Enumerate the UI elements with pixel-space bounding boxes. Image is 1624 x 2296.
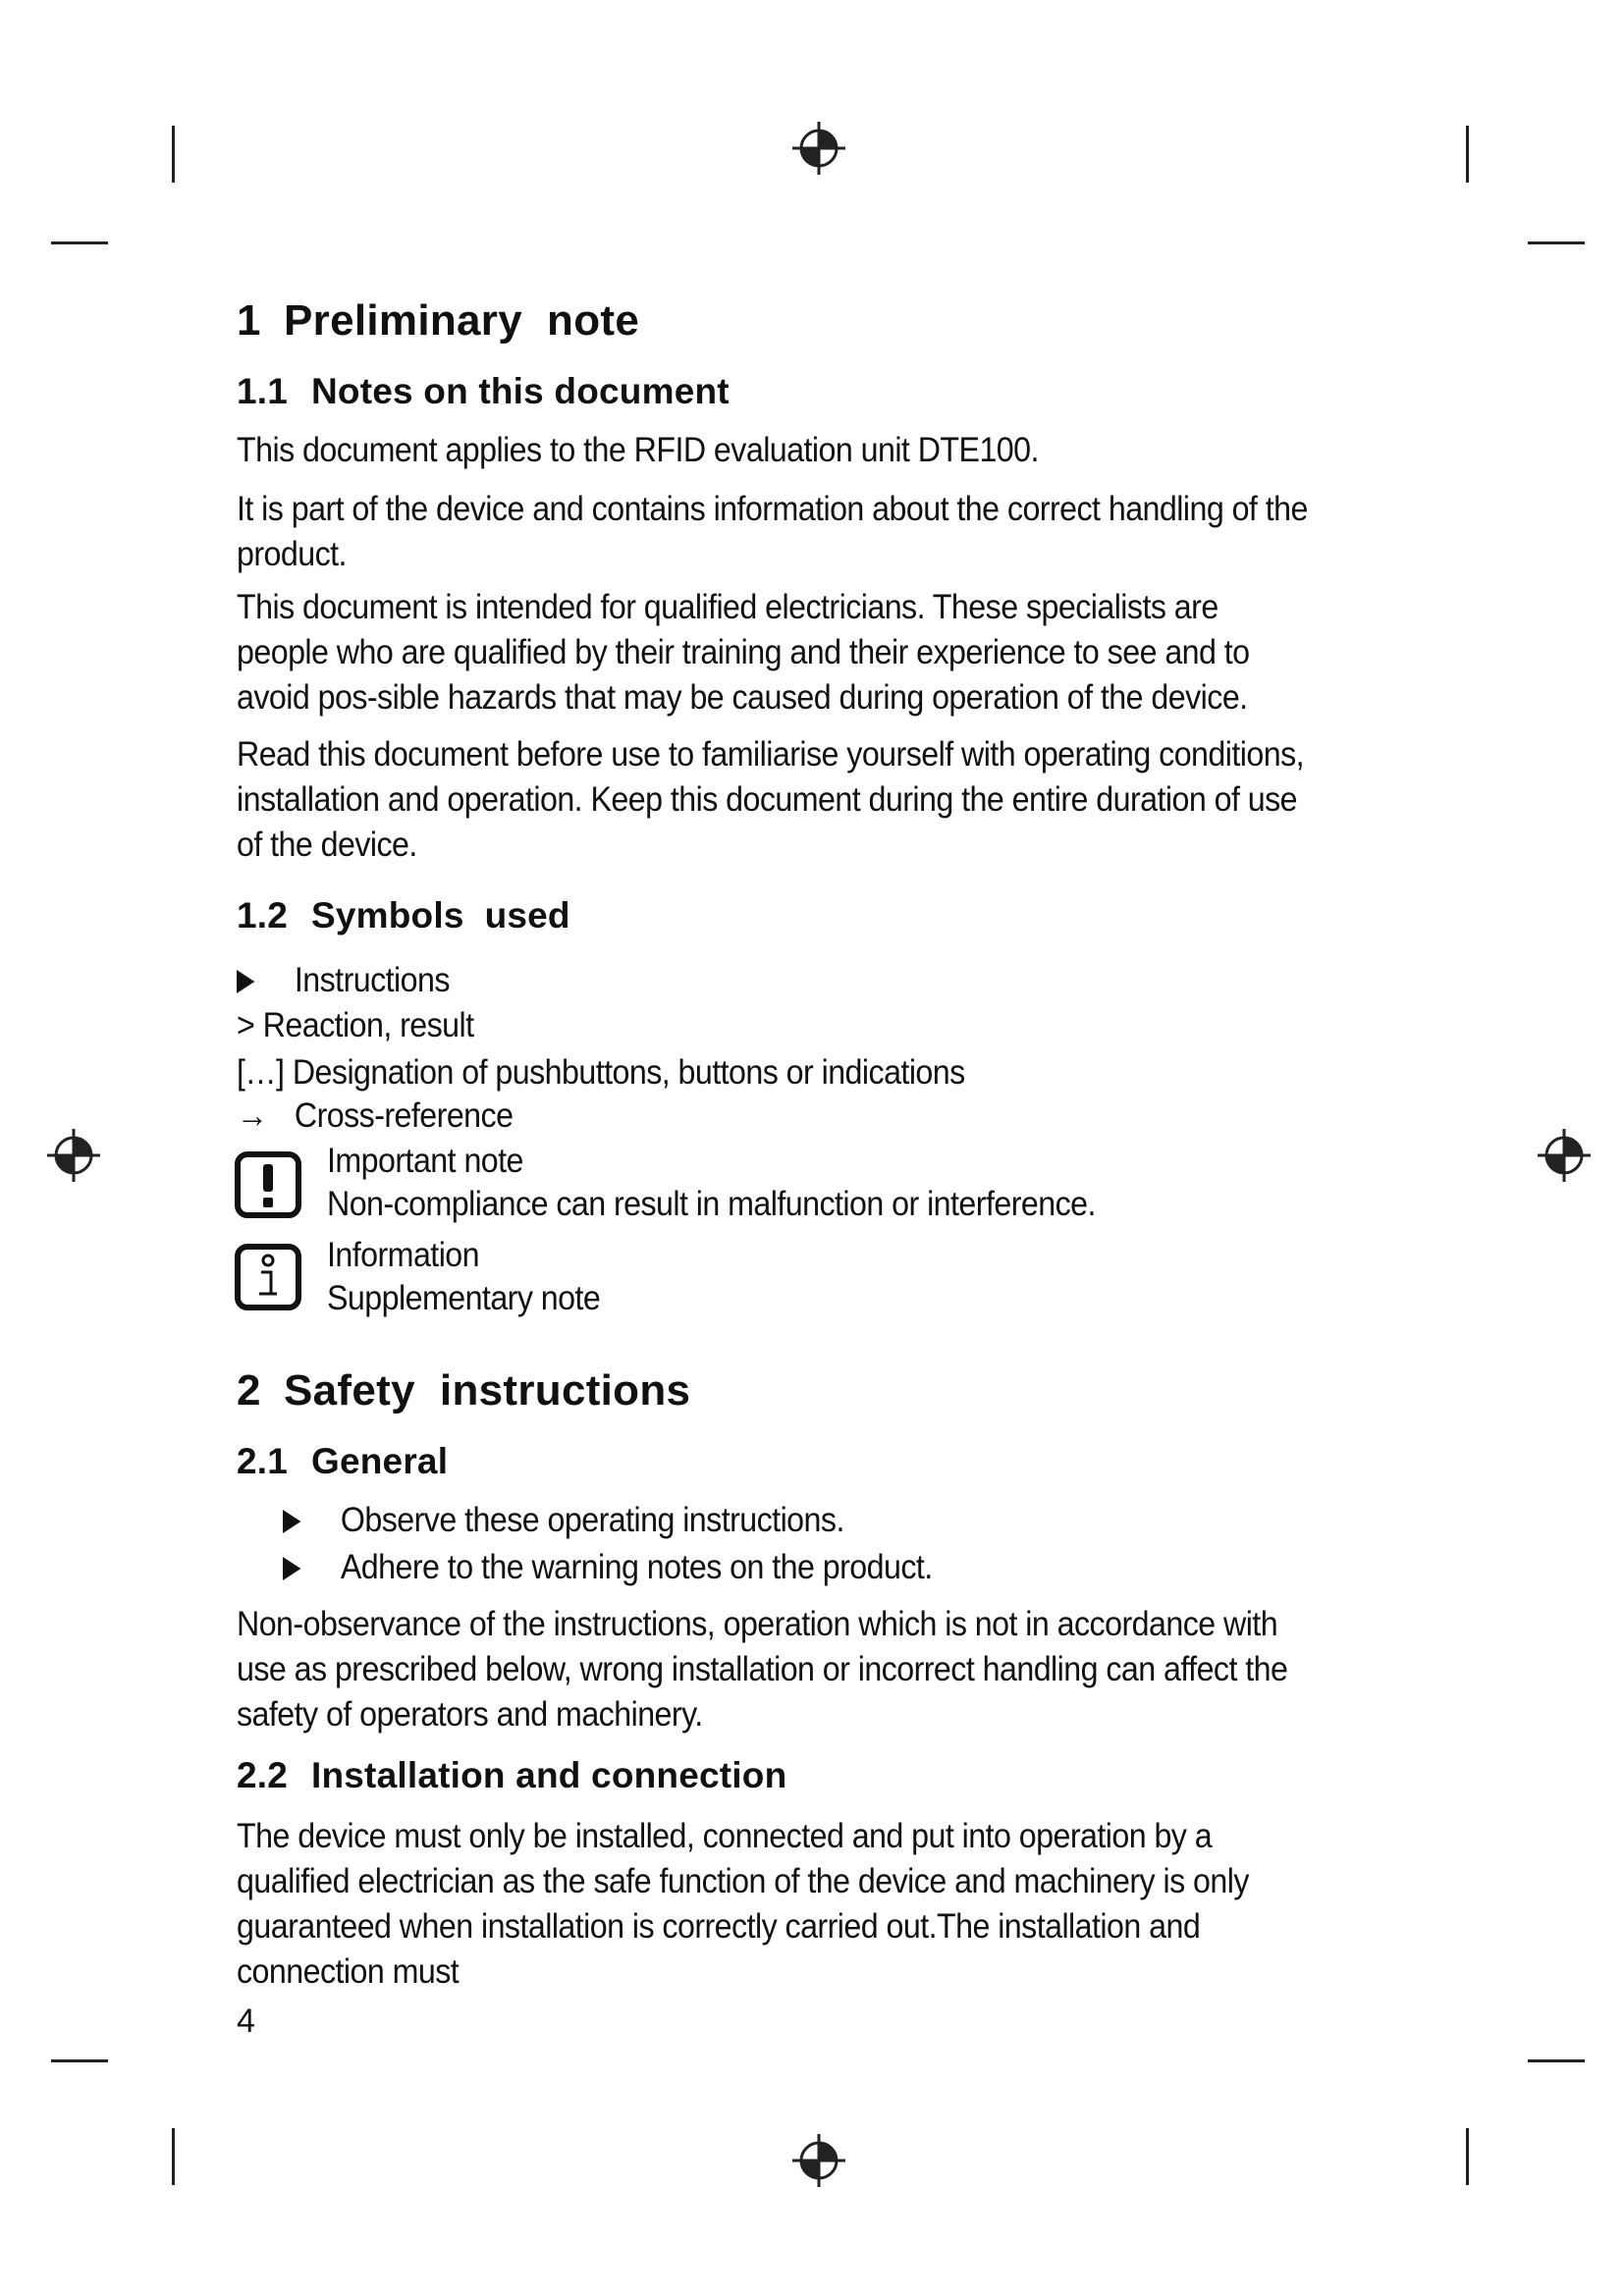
paragraph: The device must only be installed, connected and put into operation by a qualified electrician as the safe function of the device and machinery is only guaranteed when installation is correctly carried out.The installation and connection must (237, 1817, 1249, 1991)
subsection-number: 2.2 (237, 1755, 289, 1795)
instruction-item (283, 1498, 844, 1543)
paragraph: It is part of the device and contains information about the correct handling of the product. (237, 490, 1308, 573)
paragraph: This document applies to the RFID evaluation unit DTE100. (237, 431, 1039, 469)
subsection-title: Symbols used (311, 895, 570, 935)
subsection-heading (237, 1755, 786, 1796)
subsection-number: 1.1 (237, 371, 289, 411)
subsection-title: General (311, 1441, 449, 1481)
crop-mark (51, 241, 108, 244)
section-heading (237, 1366, 690, 1415)
note-text: Non-compliance can result in malfunction or interference. (327, 1185, 1096, 1223)
symbol-label: Instructions (294, 961, 450, 999)
symbol-row (237, 1094, 513, 1139)
paragraph: Read this document before use to familiarise yourself with operating conditions, installation and operation. Keep this document during the entire duration of use of the device. (237, 735, 1305, 864)
symbol-label: Reaction, result (262, 1006, 474, 1044)
note-title: Information (327, 1236, 480, 1274)
registration-mark-icon (792, 2134, 845, 2187)
section-heading (237, 296, 639, 346)
subsection-heading (237, 1441, 448, 1482)
crop-mark (172, 126, 175, 183)
paragraph: Non-observance of the instructions, operation which is not in accordance with use as prescribed below, wrong installation or incorrect handling can affect the safety of operators and machinery. (237, 1605, 1288, 1734)
section-number: 1 (237, 296, 261, 345)
instruction-item (283, 1545, 933, 1590)
symbol-label: Designation of pushbuttons, buttons or indications (292, 1053, 965, 1092)
section-title: Preliminary note (284, 296, 640, 345)
crop-mark (51, 2059, 108, 2062)
subsection-heading (237, 895, 570, 936)
page-number: 4 (237, 2002, 255, 2040)
instruction-text: Adhere to the warning notes on the product. (340, 1548, 933, 1586)
information-icon (234, 1243, 302, 1311)
instruction-arrow-icon (237, 958, 295, 1003)
crop-mark (1466, 126, 1469, 183)
crop-mark (1528, 241, 1585, 244)
crop-mark (172, 2128, 175, 2185)
symbol-row (237, 958, 450, 1003)
section-number: 2 (237, 1366, 261, 1415)
instruction-arrow-icon (283, 1498, 341, 1543)
crop-mark (1466, 2128, 1469, 2185)
instruction-text: Observe these operating instructions. (340, 1501, 844, 1539)
important-note-icon (234, 1150, 302, 1219)
cross-reference-arrow-icon: → (237, 1096, 268, 1135)
note-text: Supplementary note (327, 1279, 601, 1317)
symbol-row (237, 1003, 474, 1048)
symbol-label: Cross-reference (294, 1096, 514, 1135)
registration-mark-icon (792, 122, 845, 175)
section-title: Safety instructions (284, 1366, 691, 1415)
crop-mark (1528, 2059, 1585, 2062)
instruction-arrow-icon (283, 1545, 341, 1590)
symbol-row (237, 1050, 965, 1095)
registration-mark-icon (1538, 1129, 1591, 1182)
note-title: Important note (327, 1142, 523, 1180)
subsection-heading (237, 371, 730, 412)
symbol-glyph: […] (237, 1053, 285, 1092)
symbol-glyph: > (237, 1006, 255, 1044)
paragraph: This document is intended for qualified electricians. These specialists are people who are qualified by their training and their experience to see and to avoid pos-sible hazards that may be caused during operation of the device. (237, 588, 1250, 717)
registration-mark-icon (47, 1129, 100, 1182)
subsection-title: Notes on this document (311, 371, 730, 411)
subsection-title: Installation and connection (311, 1755, 787, 1795)
subsection-number: 2.1 (237, 1441, 289, 1481)
subsection-number: 1.2 (237, 895, 289, 935)
